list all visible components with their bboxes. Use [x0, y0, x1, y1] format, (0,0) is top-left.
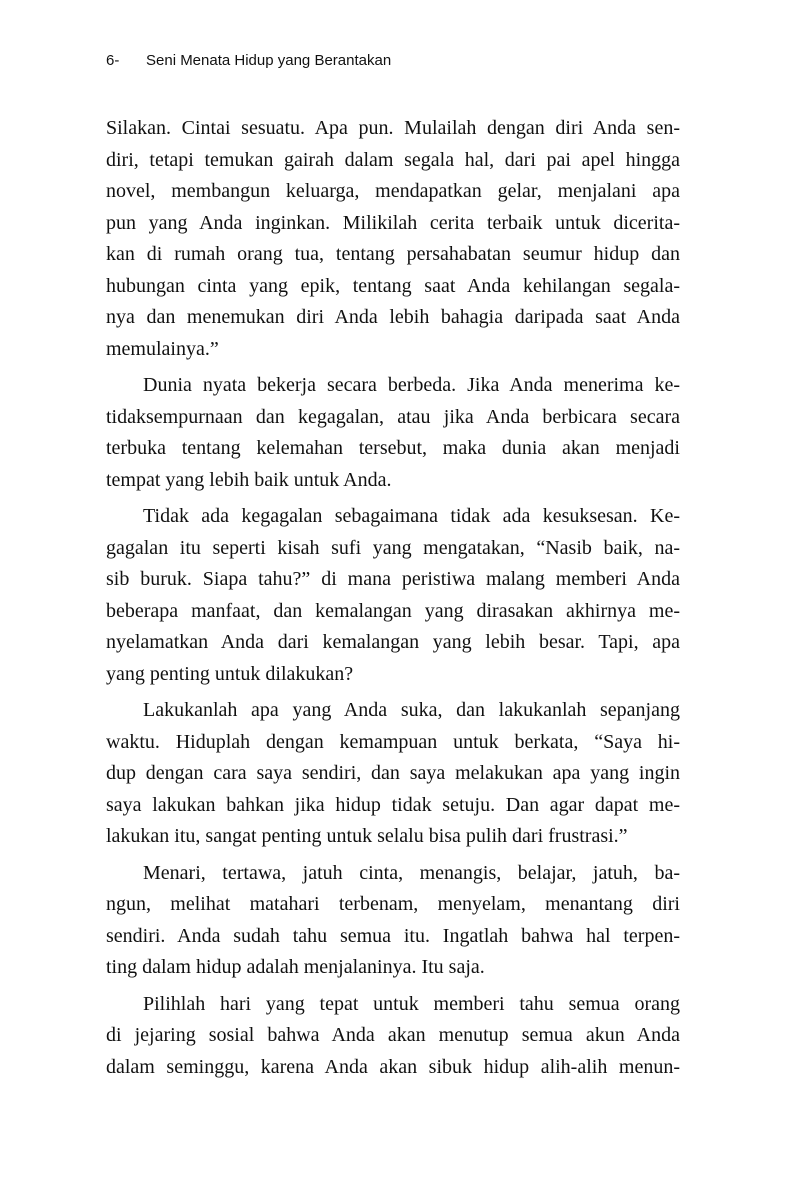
paragraph: [106, 858, 680, 984]
page-number: 6-: [106, 52, 120, 69]
paragraph: [106, 113, 680, 365]
text-line: beberapa manfaat, dan kemalangan yang dirasakan akhirnya me-: [106, 599, 680, 622]
text-line: Dunia nyata bekerja secara berbeda. Jika Anda menerima ke-: [143, 374, 680, 396]
text-line: sib buruk. Siapa tahu?” di mana peristiwa malang memberi Anda: [106, 568, 680, 590]
paragraph: [106, 501, 680, 690]
text-line: pun yang Anda inginkan. Milikilah cerita terbaik untuk dicerita-: [106, 211, 680, 234]
text-line: di jejaring sosial bahwa Anda akan menutup semua akun Anda: [106, 1024, 680, 1046]
book-title: Seni Menata Hidup yang Berantakan: [146, 52, 392, 69]
text-line: Lakukanlah apa yang Anda suka, dan lakukanlah sepanjang: [143, 699, 680, 721]
text-line: saya lakukan bahkan jika hidup tidak setuju. Dan agar dapat me-: [106, 793, 680, 816]
text-line: tidaksempurnaan dan kegagalan, atau jika Anda berbicara secara: [106, 405, 680, 428]
text-line: waktu. Hiduplah dengan kemampuan untuk berkata, “Saya hi-: [106, 730, 680, 753]
paragraph: [106, 989, 680, 1084]
text-line: dup dengan cara saya sendiri, dan saya melakukan apa yang ingin: [106, 762, 680, 784]
text-line: ting dalam hidup adalah menjalaninya. Itu saja.: [106, 956, 485, 978]
text-line: kan di rumah orang tua, tentang persahabatan seumur hidup dan: [106, 243, 680, 265]
text-line: dalam seminggu, karena Anda akan sibuk hidup alih-alih menun-: [106, 1055, 680, 1078]
text-line: nyelamatkan Anda dari kemalangan yang lebih besar. Tapi, apa: [106, 631, 680, 653]
text-line: sendiri. Anda sudah tahu semua itu. Ingatlah bahwa hal terpen-: [106, 924, 680, 947]
paragraph: [106, 370, 680, 496]
text-line: novel, membangun keluarga, mendapatkan gelar, menjalani apa: [106, 180, 680, 202]
text-line: gagalan itu seperti kisah sufi yang mengatakan, “Nasib baik, na-: [106, 536, 680, 559]
text-line: Silakan. Cintai sesuatu. Apa pun. Mulailah dengan diri Anda sen-: [106, 117, 680, 139]
text-line: hubungan cinta yang epik, tentang saat Anda kehilangan segala-: [106, 274, 680, 297]
body-text: [106, 113, 680, 1083]
text-line: memulainya.”: [106, 337, 219, 360]
text-line: yang penting untuk dilakukan?: [106, 662, 354, 685]
text-line: lakukan itu, sangat penting untuk selalu bisa pulih dari frustrasi.”: [106, 825, 628, 847]
text-line: Menari, tertawa, jatuh cinta, menangis, belajar, jatuh, ba-: [143, 861, 680, 884]
text-line: diri, tetapi temukan gairah dalam segala hal, dari pai apel hingga: [106, 148, 680, 171]
running-header: [106, 52, 391, 69]
text-line: ngun, melihat matahari terbenam, menyelam, menantang diri: [106, 893, 680, 915]
text-line: Tidak ada kegagalan sebagaimana tidak ada kesuksesan. Ke-: [143, 505, 680, 527]
text-line: terbuka tentang kelemahan tersebut, maka dunia akan menjadi: [106, 437, 680, 459]
paragraph: [106, 695, 680, 853]
text-line: Pilihlah hari yang tepat untuk memberi tahu semua orang: [143, 992, 680, 1015]
text-line: tempat yang lebih baik untuk Anda.: [106, 468, 392, 491]
text-line: nya dan menemukan diri Anda lebih bahagia daripada saat Anda: [106, 306, 680, 328]
